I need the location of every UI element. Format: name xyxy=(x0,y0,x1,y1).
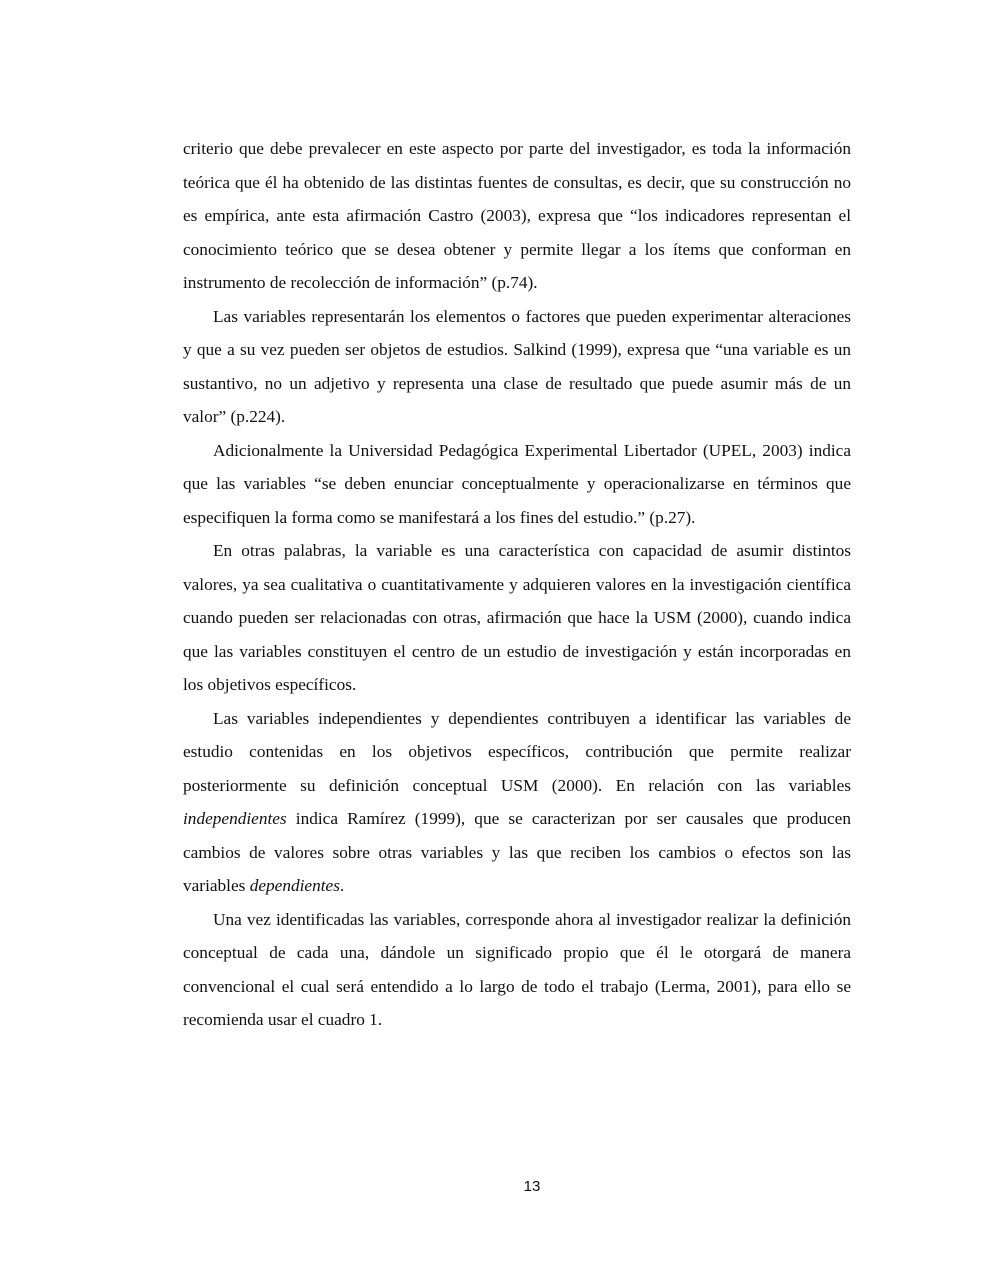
text-run: criterio que debe prevalecer en este aspecto por parte del investigador, es toda la información teórica que él ha obtenido de las distintas fuentes de consultas, es decir, que su construcción no es empírica, ante esta afirmación Castro (2003), expresa que “los indicadores representan el conocimiento teórico que se desea obtener y permite llegar a los ítems que conforman en instrumento de recolección de información” (p.74). xyxy=(183,139,851,292)
page-number: 13 xyxy=(523,1178,541,1195)
text-run: Una vez identificadas las variables, corresponde ahora al investigador realizar la definición conceptual de cada una, dándole un significado propio que él le otorgará de manera convencional el cual será entendido a lo largo de todo el trabajo (Lerma, 2001), para ello se recomienda usar el cuadro 1. xyxy=(183,909,851,1029)
text-run: indica Ramírez (1999), que se caracterizan por ser causales que producen cambios de valores sobre otras variables y las que reciben los cambios o efectos son las variables xyxy=(183,809,851,895)
text-run: En otras palabras, la variable es una característica con capacidad de asumir distintos valores, ya sea cualitativa o cuantitativamente y adquieren valores en la investigación científica cuando pueden ser relacionadas con otras, afirmación que hace la USM (2000), cuando indica que las variables constituyen el centro de un estudio de investigación y están incorporadas en los objetivos específicos. xyxy=(183,541,851,694)
paragraph-5 xyxy=(183,702,851,903)
text-run: . xyxy=(339,876,345,895)
paragraph-6 xyxy=(183,903,851,1037)
paragraph-4 xyxy=(183,534,851,702)
paragraph-2 xyxy=(183,300,851,434)
text-run: Adicionalmente la Universidad Pedagógica Experimental Libertador (UPEL, 2003) indica que las variables “se deben enunciar conceptualmente y operacionalizarse en términos que especifiquen la forma como se manifestará a los fines del estudio.” (p.27). xyxy=(183,440,851,527)
text-run: Las variables independientes y dependientes contribuyen a identificar las variables de estudio contenidas en los objetivos específicos, contribución que permite realizar posteriormente su definición conceptual USM (2000). En relación con las variables xyxy=(183,708,851,795)
paragraph-3 xyxy=(183,434,851,535)
body-text xyxy=(183,132,851,1037)
text-run: Las variables representarán los elementos o factores que pueden experimentar alteraciones y que a su vez pueden ser objetos de estudios. Salkind (1999), expresa que “una variable es un sustantivo, no un adjetivo y representa una clase de resultado que puede asumir más de un valor” (p.224). xyxy=(183,306,851,426)
paragraph-1 xyxy=(183,132,851,300)
italic-term: independientes xyxy=(183,809,287,828)
italic-term: dependientes xyxy=(249,876,340,895)
